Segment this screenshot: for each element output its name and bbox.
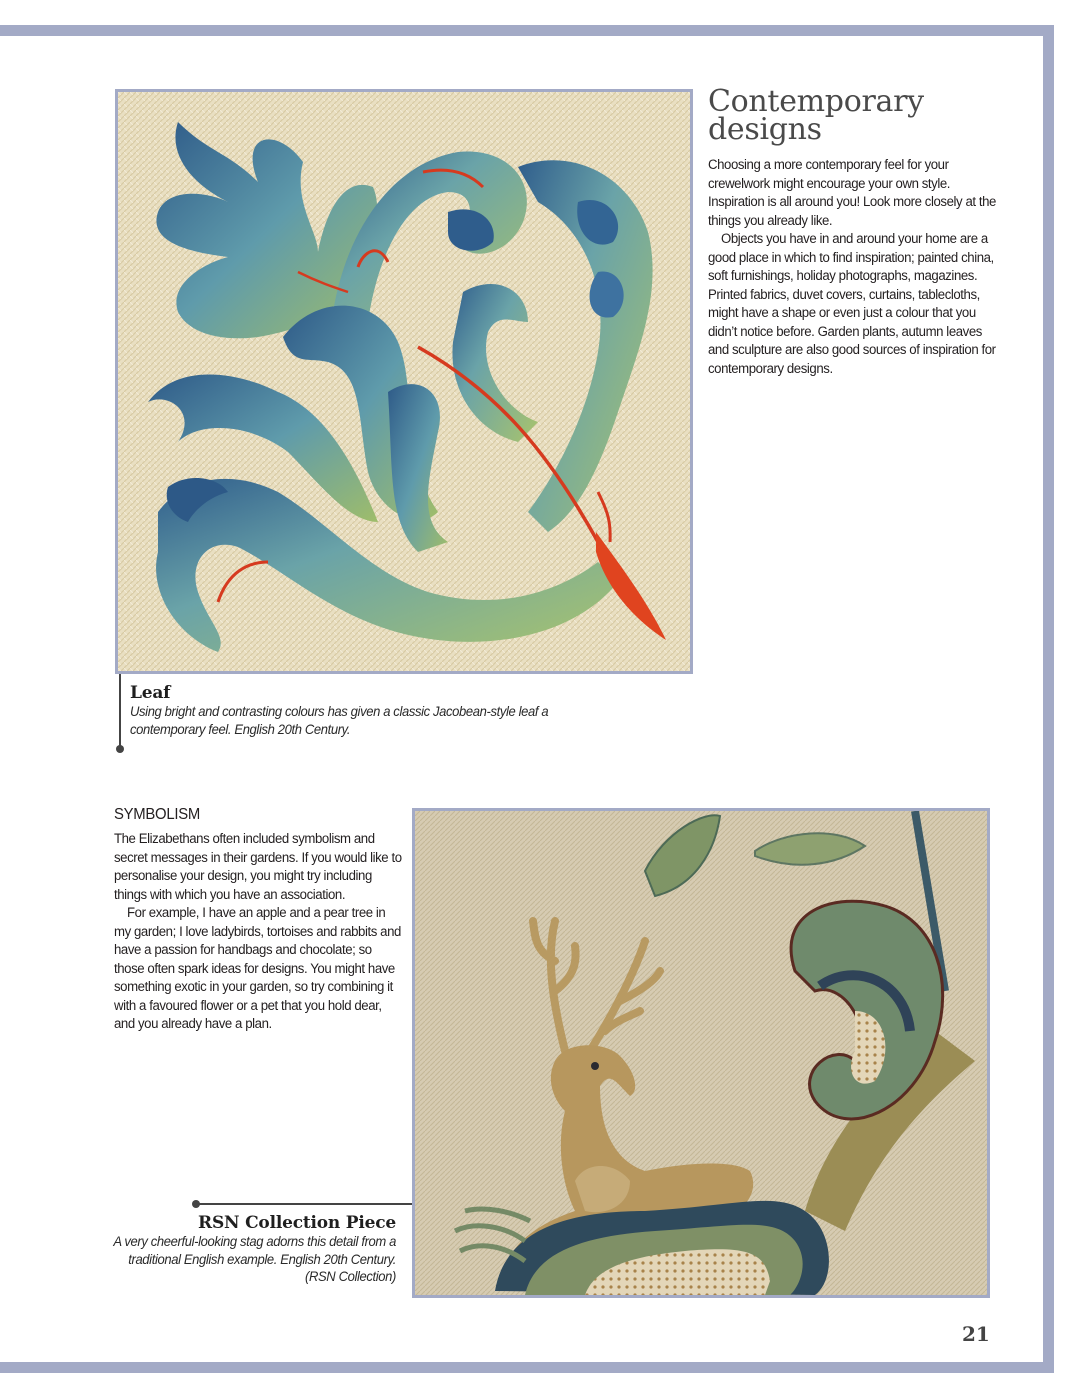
caption-title: RSN Collection Piece xyxy=(198,1213,396,1233)
intro-paragraph: Objects you have in and around your home are a good place in which to find inspiration; painted china, soft furnishings, holiday photographs, magazines. Printed fabrics, duvet covers, curtains, tablecloths, might have a shape or even just a colour that you didn’t notice before. Garden plants, autumn leaves and sculpture are also good sources of inspiration for contemporary designs. xyxy=(708,231,996,377)
leaf-caption xyxy=(130,683,570,738)
caption-leader-line xyxy=(119,674,121,748)
intro-paragraph: Choosing a more contemporary feel for your crewelwork might encourage your own style. Inspiration is all around you! Look more closely at the things you already like. xyxy=(708,157,996,229)
stag-caption xyxy=(100,1213,396,1286)
stag-embroidery-photo xyxy=(412,808,990,1298)
symbolism-heading: SYMBOLISM xyxy=(114,806,200,823)
caption-title: Leaf xyxy=(130,683,171,703)
leaf-embroidery-photo xyxy=(115,89,693,674)
leaf-embroidery-illustration xyxy=(118,92,690,671)
caption-leader-dot xyxy=(192,1200,200,1208)
symbolism-text xyxy=(114,830,404,1034)
stag-embroidery-illustration xyxy=(415,811,987,1295)
symbolism-paragraph: The Elizabethans often included symbolism and secret messages in their gardens. If you would like to personalise your design, you might try including things with which you have an association. xyxy=(114,831,402,903)
caption-leader-dot xyxy=(116,745,124,753)
page-frame-top xyxy=(0,25,1054,36)
intro-text xyxy=(708,156,996,378)
section-title: Contemporary designs xyxy=(708,84,924,147)
caption-text: Using bright and contrasting colours has given a classic Jacobean-style leaf a contemporary feel. English 20th Century. xyxy=(130,703,549,737)
page-frame-right xyxy=(1043,25,1054,1373)
symbolism-paragraph: For example, I have an apple and a pear tree in my garden; I love ladybirds, tortoises and rabbits and have a passion for handbags and chocolate; so those often spark ideas for designs. You might have something exotic in your garden, so try combining it with a favoured flower or a pet that you hold dear, and you already have a plan. xyxy=(114,905,401,1032)
page-frame-bottom xyxy=(0,1362,1054,1373)
caption-text: A very cheerful-looking stag adorns this detail from a traditional English example. English 20th Century. (RSN Collection) xyxy=(113,1233,396,1284)
caption-leader-line xyxy=(196,1203,412,1205)
page-number: 21 xyxy=(962,1322,990,1346)
